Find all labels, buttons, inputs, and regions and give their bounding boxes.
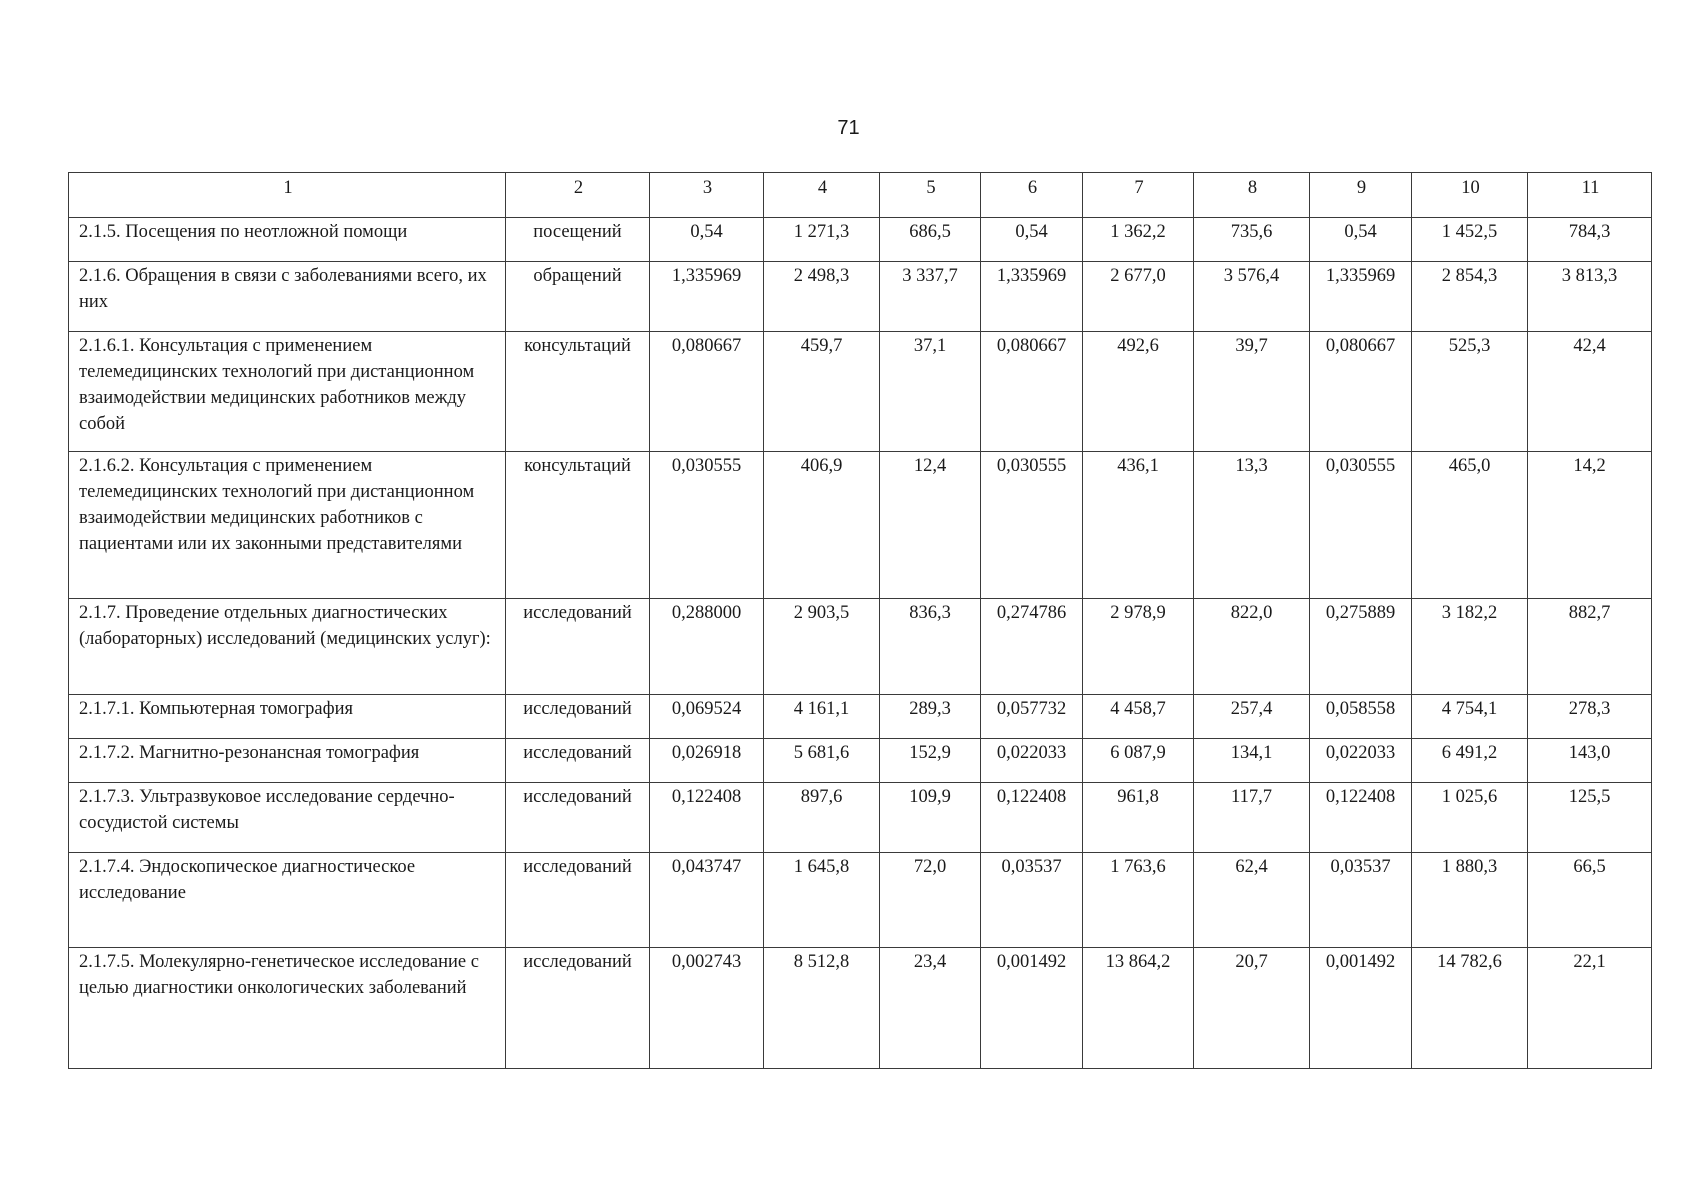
- value-cell: 0,002743: [650, 948, 764, 1069]
- value-cell: 3 813,3: [1528, 262, 1652, 332]
- row-unit-cell: исследований: [506, 739, 650, 783]
- header-cell: 10: [1412, 173, 1528, 218]
- table-body: [69, 173, 1652, 1069]
- value-cell: 42,4: [1528, 332, 1652, 452]
- value-cell: 3 576,4: [1194, 262, 1310, 332]
- page-number: 71: [837, 117, 860, 139]
- value-cell: 289,3: [880, 695, 981, 739]
- value-cell: 525,3: [1412, 332, 1528, 452]
- value-cell: 6 087,9: [1083, 739, 1194, 783]
- value-cell: 0,03537: [981, 853, 1083, 948]
- value-cell: 13,3: [1194, 452, 1310, 599]
- data-table: [68, 172, 1652, 1069]
- table-row: [69, 948, 1652, 1069]
- value-cell: 117,7: [1194, 783, 1310, 853]
- value-cell: 882,7: [1528, 599, 1652, 695]
- value-cell: 8 512,8: [764, 948, 880, 1069]
- value-cell: 0,001492: [981, 948, 1083, 1069]
- value-cell: 4 161,1: [764, 695, 880, 739]
- value-cell: 1 452,5: [1412, 218, 1528, 262]
- header-cell: 11: [1528, 173, 1652, 218]
- value-cell: 257,4: [1194, 695, 1310, 739]
- value-cell: 897,6: [764, 783, 880, 853]
- value-cell: 0,288000: [650, 599, 764, 695]
- row-unit-cell: исследований: [506, 948, 650, 1069]
- row-unit-cell: исследований: [506, 783, 650, 853]
- value-cell: 784,3: [1528, 218, 1652, 262]
- value-cell: 0,03537: [1310, 853, 1412, 948]
- value-cell: 836,3: [880, 599, 981, 695]
- row-name-cell: 2.1.7.5. Молекулярно-генетическое исследование с целью диагностики онкологических заболеваний: [69, 948, 506, 1069]
- value-cell: 1 880,3: [1412, 853, 1528, 948]
- value-cell: 0,030555: [650, 452, 764, 599]
- value-cell: 6 491,2: [1412, 739, 1528, 783]
- value-cell: 0,122408: [981, 783, 1083, 853]
- value-cell: 2 854,3: [1412, 262, 1528, 332]
- value-cell: 1,335969: [1310, 262, 1412, 332]
- value-cell: 2 903,5: [764, 599, 880, 695]
- row-name-cell: 2.1.7. Проведение отдельных диагностических (лабораторных) исследований (медицинских услуг):: [69, 599, 506, 695]
- header-cell: 3: [650, 173, 764, 218]
- row-unit-cell: консультаций: [506, 332, 650, 452]
- value-cell: 465,0: [1412, 452, 1528, 599]
- value-cell: 20,7: [1194, 948, 1310, 1069]
- header-cell: 6: [981, 173, 1083, 218]
- row-unit-cell: обращений: [506, 262, 650, 332]
- table-row: [69, 452, 1652, 599]
- row-name-cell: 2.1.6.2. Консультация с применением телемедицинских технологий при дистанционном взаимодействии медицинских работников с пациентами или их законными представителями: [69, 452, 506, 599]
- value-cell: 0,030555: [1310, 452, 1412, 599]
- value-cell: 686,5: [880, 218, 981, 262]
- value-cell: 0,274786: [981, 599, 1083, 695]
- value-cell: 0,043747: [650, 853, 764, 948]
- value-cell: 66,5: [1528, 853, 1652, 948]
- table-row: [69, 599, 1652, 695]
- value-cell: 961,8: [1083, 783, 1194, 853]
- value-cell: 0,058558: [1310, 695, 1412, 739]
- row-name-cell: 2.1.5. Посещения по неотложной помощи: [69, 218, 506, 262]
- value-cell: 72,0: [880, 853, 981, 948]
- value-cell: 0,057732: [981, 695, 1083, 739]
- value-cell: 0,54: [650, 218, 764, 262]
- row-name-cell: 2.1.6.1. Консультация с применением телемедицинских технологий при дистанционном взаимодействии медицинских работников между собой: [69, 332, 506, 452]
- value-cell: 1 025,6: [1412, 783, 1528, 853]
- row-name-cell: 2.1.7.3. Ультразвуковое исследование сердечно-сосудистой системы: [69, 783, 506, 853]
- value-cell: 0,122408: [1310, 783, 1412, 853]
- value-cell: 152,9: [880, 739, 981, 783]
- value-cell: 0,069524: [650, 695, 764, 739]
- value-cell: 0,030555: [981, 452, 1083, 599]
- value-cell: 0,026918: [650, 739, 764, 783]
- value-cell: 12,4: [880, 452, 981, 599]
- row-name-cell: 2.1.6. Обращения в связи с заболеваниями всего, их них: [69, 262, 506, 332]
- value-cell: 14,2: [1528, 452, 1652, 599]
- header-cell: 2: [506, 173, 650, 218]
- table-row: [69, 332, 1652, 452]
- value-cell: 14 782,6: [1412, 948, 1528, 1069]
- header-cell: 8: [1194, 173, 1310, 218]
- value-cell: 436,1: [1083, 452, 1194, 599]
- value-cell: 0,080667: [1310, 332, 1412, 452]
- value-cell: 143,0: [1528, 739, 1652, 783]
- value-cell: 278,3: [1528, 695, 1652, 739]
- value-cell: 459,7: [764, 332, 880, 452]
- table-row: [69, 853, 1652, 948]
- table-header-row: [69, 173, 1652, 218]
- value-cell: 0,022033: [981, 739, 1083, 783]
- value-cell: 0,080667: [981, 332, 1083, 452]
- table-row: [69, 218, 1652, 262]
- header-cell: 4: [764, 173, 880, 218]
- value-cell: 406,9: [764, 452, 880, 599]
- table-row: [69, 695, 1652, 739]
- value-cell: 735,6: [1194, 218, 1310, 262]
- table-row: [69, 739, 1652, 783]
- row-unit-cell: посещений: [506, 218, 650, 262]
- header-cell: 9: [1310, 173, 1412, 218]
- value-cell: 0,275889: [1310, 599, 1412, 695]
- value-cell: 822,0: [1194, 599, 1310, 695]
- row-name-cell: 2.1.7.1. Компьютерная томография: [69, 695, 506, 739]
- value-cell: 1 362,2: [1083, 218, 1194, 262]
- value-cell: 492,6: [1083, 332, 1194, 452]
- value-cell: 1 645,8: [764, 853, 880, 948]
- value-cell: 4 458,7: [1083, 695, 1194, 739]
- value-cell: 125,5: [1528, 783, 1652, 853]
- value-cell: 3 337,7: [880, 262, 981, 332]
- row-unit-cell: исследований: [506, 695, 650, 739]
- value-cell: 13 864,2: [1083, 948, 1194, 1069]
- value-cell: 22,1: [1528, 948, 1652, 1069]
- value-cell: 0,54: [981, 218, 1083, 262]
- row-unit-cell: исследований: [506, 599, 650, 695]
- header-cell: 5: [880, 173, 981, 218]
- row-name-cell: 2.1.7.2. Магнитно-резонансная томография: [69, 739, 506, 783]
- value-cell: 0,54: [1310, 218, 1412, 262]
- value-cell: 4 754,1: [1412, 695, 1528, 739]
- value-cell: 0,022033: [1310, 739, 1412, 783]
- header-cell: 7: [1083, 173, 1194, 218]
- row-name-cell: 2.1.7.4. Эндоскопическое диагностическое исследование: [69, 853, 506, 948]
- value-cell: 1,335969: [981, 262, 1083, 332]
- value-cell: 0,122408: [650, 783, 764, 853]
- row-unit-cell: консультаций: [506, 452, 650, 599]
- table-row: [69, 262, 1652, 332]
- value-cell: 0,001492: [1310, 948, 1412, 1069]
- value-cell: 1 271,3: [764, 218, 880, 262]
- value-cell: 37,1: [880, 332, 981, 452]
- row-unit-cell: исследований: [506, 853, 650, 948]
- value-cell: 2 677,0: [1083, 262, 1194, 332]
- value-cell: 109,9: [880, 783, 981, 853]
- value-cell: 23,4: [880, 948, 981, 1069]
- value-cell: 1,335969: [650, 262, 764, 332]
- value-cell: 0,080667: [650, 332, 764, 452]
- value-cell: 2 498,3: [764, 262, 880, 332]
- value-cell: 39,7: [1194, 332, 1310, 452]
- value-cell: 1 763,6: [1083, 853, 1194, 948]
- value-cell: 2 978,9: [1083, 599, 1194, 695]
- value-cell: 5 681,6: [764, 739, 880, 783]
- table-row: [69, 783, 1652, 853]
- value-cell: 62,4: [1194, 853, 1310, 948]
- value-cell: 134,1: [1194, 739, 1310, 783]
- header-cell: 1: [69, 173, 506, 218]
- value-cell: 3 182,2: [1412, 599, 1528, 695]
